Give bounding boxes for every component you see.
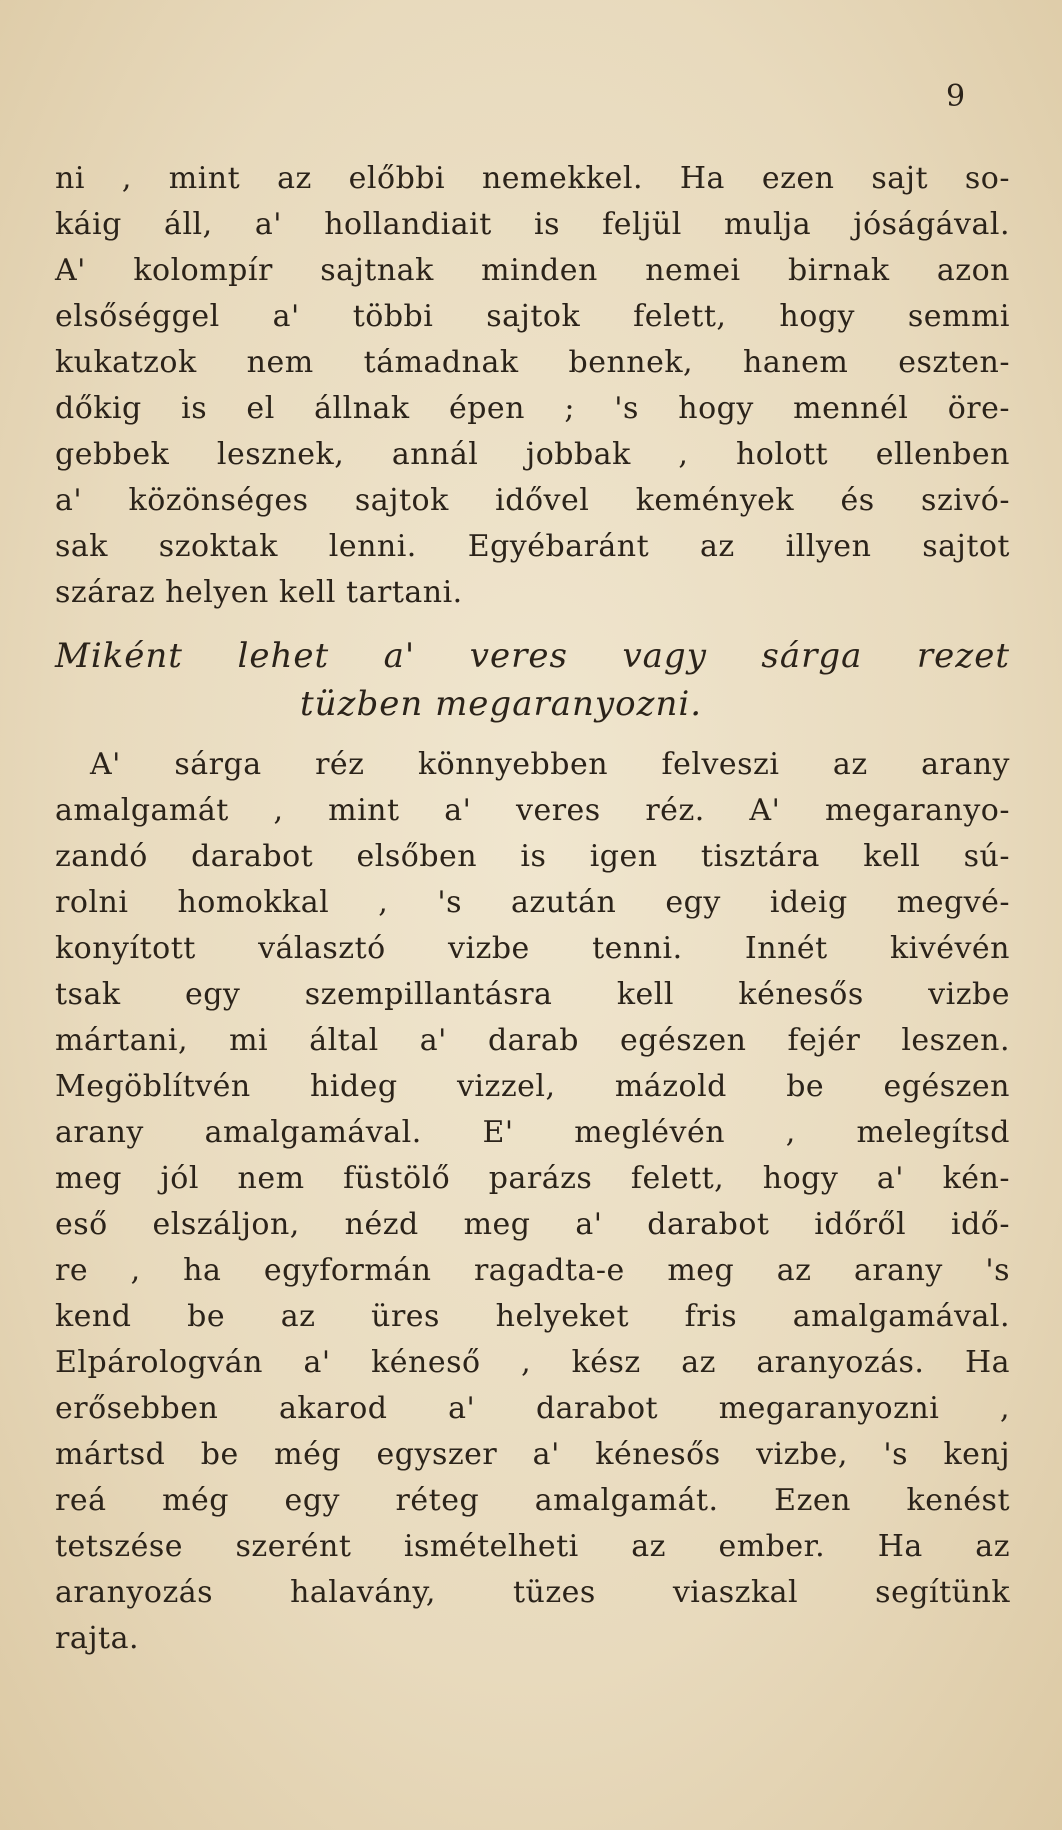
section-heading-line-2: tüzben megaranyozni.	[300, 684, 703, 724]
text-line: reá még egy réteg amalgamát. Ezen kenést	[55, 1483, 1010, 1518]
text-line: tetszése szerént ismételheti az ember. Ha az	[55, 1529, 1010, 1564]
paragraph-cheese-text	[55, 156, 1010, 616]
text-line: mártsd be még egyszer a' kénesős vizbe, 's kenj	[55, 1437, 1010, 1472]
text-line: kukatzok nem támadnak bennek, hanem eszten-	[55, 345, 1010, 380]
text-line: rolni homokkal , 's azután egy ideig megvé-	[55, 885, 1010, 920]
text-line: kend be az üres helyeket fris amalgamával.	[55, 1299, 1010, 1334]
section-heading-line-1: Miként lehet a' veres vagy sárga rezet	[55, 636, 1010, 676]
text-line: erősebben akarod a' darabot megaranyozni ,	[55, 1391, 1010, 1426]
text-line: káig áll, a' hollandiait is feljül mulja jóságával.	[55, 207, 1010, 242]
text-line: ni , mint az előbbi nemekkel. Ha ezen sajt so-	[55, 161, 1010, 196]
text-line: arany amalgamával. E' meglévén , melegítsd	[55, 1115, 1010, 1150]
text-line: rajta.	[55, 1621, 140, 1656]
section-heading	[55, 632, 1010, 728]
text-line: eső elszáljon, nézd meg a' darabot időről idő-	[55, 1207, 1010, 1242]
text-line: Elpárologván a' kéneső , kész az aranyozás. Ha	[55, 1345, 1010, 1380]
text-line: a' közönséges sajtok idővel kemények és szivó-	[55, 483, 1010, 518]
text-line: zandó darabot elsőben is igen tisztára kell sú-	[55, 839, 1010, 874]
paragraph-gilding-text	[55, 742, 1010, 1662]
text-line: elsőséggel a' többi sajtok felett, hogy semmi	[55, 299, 1010, 334]
text-line: száraz helyen kell tartani.	[55, 575, 463, 610]
text-line: meg jól nem füstölő parázs felett, hogy a' kén-	[55, 1161, 1010, 1196]
page-number: 9	[946, 79, 966, 114]
text-line: re , ha egyformán ragadta-e meg az arany 's	[55, 1253, 1010, 1288]
text-line: amalgamát , mint a' veres réz. A' megaranyo-	[55, 793, 1010, 828]
text-line: tsak egy szempillantásra kell kénesős vizbe	[55, 977, 1010, 1012]
text-line: Megöblítvén hideg vizzel, mázold be egészen	[55, 1069, 1010, 1104]
text-line: gebbek lesznek, annál jobbak , holott ellenben	[55, 437, 1010, 472]
text-line: dőkig is el állnak épen ; 's hogy mennél öre-	[55, 391, 1010, 426]
text-line: aranyozás halavány, tüzes viaszkal segítünk	[55, 1575, 1010, 1610]
text-line: sak szoktak lenni. Egyébaránt az illyen sajtot	[55, 529, 1010, 564]
text-line: konyított választó vizbe tenni. Innét kivévén	[55, 931, 1010, 966]
text-line: A' sárga réz könnyebben felveszi az arany	[90, 747, 1010, 782]
text-line: A' kolompír sajtnak minden nemei birnak azon	[55, 253, 1010, 288]
text-line: mártani, mi által a' darab egészen fejér leszen.	[55, 1023, 1010, 1058]
